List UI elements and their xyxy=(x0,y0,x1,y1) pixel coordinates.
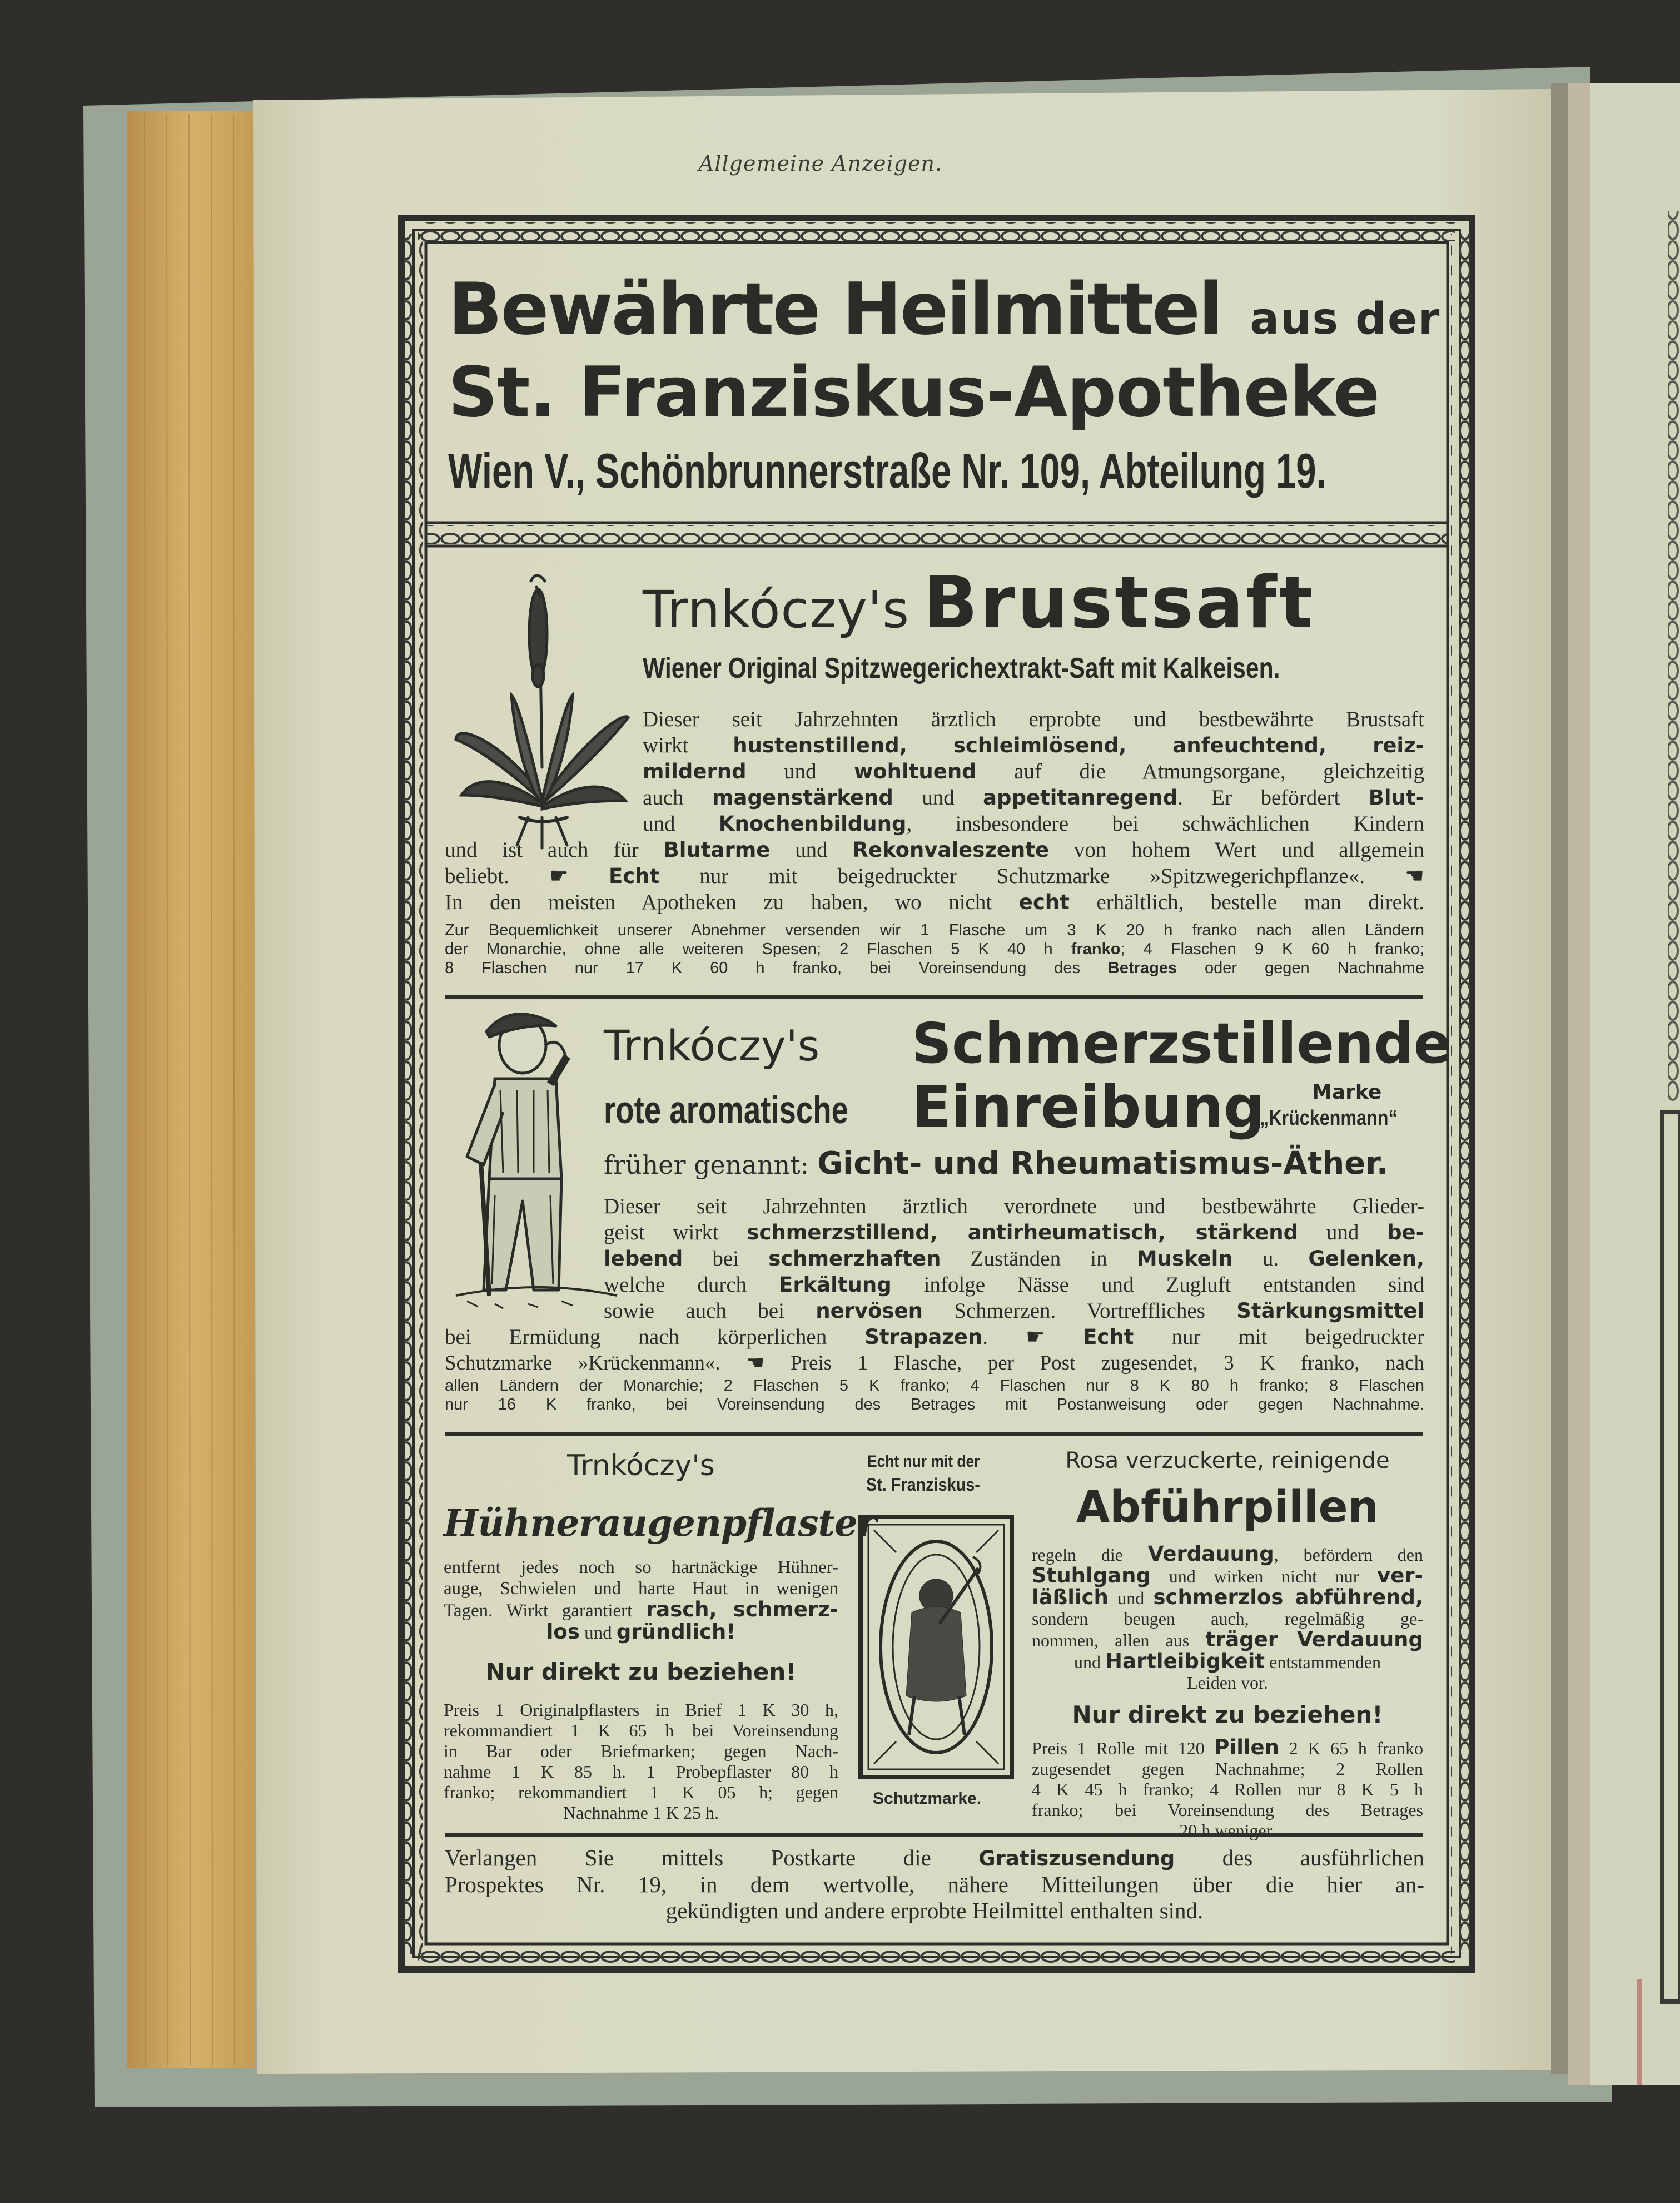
pillen-body xyxy=(1032,1544,1423,1693)
brustsaft-small-3 xyxy=(445,959,1424,978)
einreibung-line-5 xyxy=(604,1298,1424,1324)
pflaster-price-5 xyxy=(444,1782,838,1803)
einreibung-line-1 xyxy=(604,1193,1424,1219)
pflaster-price-3-text: in Bar oder Briefmarken; gegen Nach- xyxy=(444,1741,838,1761)
emphasis: Knochenbildung xyxy=(718,812,907,836)
einreibung-line-5-text: sowie auch bei nervösen Schmerzen. Vortreffliches Stärkungsmittel xyxy=(604,1299,1424,1323)
pflaster-body-3-text: Tagen. Wirkt garantiert rasch, schmerz- xyxy=(444,1597,838,1621)
pflaster-direct: Nur direkt zu beziehen! xyxy=(485,1658,797,1685)
pillen-body-3-text: läßlich und schmerzlos abführend, xyxy=(1032,1585,1423,1609)
einreibung-small-2-text: nur 16 K franko, bei Voreinsendung des Betrages mit Postanweisung oder gegen Nachnahme. xyxy=(445,1396,1424,1413)
emphasis: Blut- xyxy=(1368,786,1425,810)
brustsaft-small-2-text: der Monarchie, ohne alle weiteren Spesen; 2 Flaschen 5 K 40 h franko; 4 Flaschen 9 K 60 h franko; xyxy=(445,940,1424,958)
footer-line-3-text: gekündigten und andere erprobte Heilmittel enthalten sind. xyxy=(665,1898,1204,1923)
pillen-title: Abführpillen xyxy=(1076,1482,1379,1532)
pflaster-price-4 xyxy=(444,1762,838,1782)
brustsaft-small-2 xyxy=(445,940,1424,959)
einreibung-body xyxy=(445,1193,1424,1414)
brustsaft-line-8 xyxy=(445,889,1424,915)
brustsaft-line-6 xyxy=(445,837,1424,863)
einreibung-marke-1: Marke xyxy=(1312,1081,1382,1104)
pflaster-body-1 xyxy=(444,1557,838,1578)
emphasis: magenstärkend xyxy=(712,786,893,810)
brustsaft-small-3-text: 8 Flaschen nur 17 K 60 h franko, bei Voreinsendung des Betrages oder gegen Nachnahme xyxy=(445,959,1424,977)
brustsaft-line-7 xyxy=(445,863,1424,889)
pillen-body-5-text: nommen, allen aus träger Verdauung xyxy=(1032,1628,1423,1651)
pillen-body-7 xyxy=(1032,1673,1423,1693)
header-line-2: St. Franziskus-Apotheke xyxy=(448,353,1380,433)
pillen-price-5-text: 20 h weniger. xyxy=(1179,1820,1276,1840)
emphasis: be- xyxy=(1387,1220,1424,1244)
pillen-body-1 xyxy=(1032,1544,1423,1565)
brustsaft-line-3 xyxy=(643,758,1424,785)
pflaster-price-1-text: Preis 1 Originalpflasters in Brief 1 K 30 h, xyxy=(444,1700,838,1720)
einreibung-line-7-text: Schutzmarke »Krückenmann«. ☚ Preis 1 Flasche, per Post zugesendet, 3 K franko, nach xyxy=(445,1352,1424,1375)
einreibung-line-3 xyxy=(604,1246,1424,1272)
emphasis: ver- xyxy=(1377,1564,1423,1587)
pillen-price-5 xyxy=(1032,1820,1423,1841)
pflaster-title: Hühneraugenpflaster xyxy=(444,1501,876,1545)
einreibung-line-6-text: bei Ermüdung nach körperlichen Strapazen. ☛ Echt nur mit beigedruckter xyxy=(445,1325,1424,1349)
footer-line-1 xyxy=(445,1845,1424,1872)
brustsaft-line-4-text: auch magenstärkend und appetitanregend. Er befördert Blut- xyxy=(643,786,1425,810)
brustsaft-line-1-text: Dieser seit Jahrzehnten ärztlich erprobte und bestbewährte Brustsaft xyxy=(643,707,1424,731)
pflaster-body xyxy=(444,1557,838,1644)
emphasis: echt xyxy=(1018,890,1070,914)
einreibung-title-1: Schmerzstillende xyxy=(912,1011,1452,1076)
emphasis: Muskeln xyxy=(1136,1247,1233,1271)
emphasis: Blutarme xyxy=(663,838,771,862)
pillen-price-3 xyxy=(1032,1779,1423,1800)
brustsaft-line-2 xyxy=(643,732,1424,758)
pflaster-body-2 xyxy=(444,1578,838,1599)
pflaster-body-4 xyxy=(444,1621,838,1644)
emphasis: hustenstillend, schleimlösend, anfeuchtend, reiz- xyxy=(733,733,1424,757)
pflaster-price-1 xyxy=(444,1700,838,1720)
einreibung-former xyxy=(604,1145,1388,1182)
pflaster-price-4-text: nahme 1 K 85 h. 1 Probepflaster 80 h xyxy=(444,1762,838,1782)
brustsaft-line-8-text: In den meisten Apotheken zu haben, wo nicht echt erhältlich, bestelle man direkt. xyxy=(445,890,1424,914)
emphasis: lebend xyxy=(604,1247,683,1271)
pillen-body-4 xyxy=(1032,1609,1423,1629)
brustsaft-subtitle: Wiener Original Spitzwegerichextrakt-Saft mit Kalkeisen. xyxy=(643,652,1280,684)
emphasis: Pillen xyxy=(1214,1735,1279,1759)
footer-block xyxy=(445,1845,1424,1924)
emphasis: Erkältung xyxy=(779,1273,892,1297)
pillen-body-4-text: sondern beugen auch, regelmäßig ge- xyxy=(1032,1609,1423,1629)
pillen-prices xyxy=(1032,1737,1423,1841)
brustsaft-title: Brustsaft xyxy=(923,562,1315,644)
einreibung-small-1-text: allen Ländern der Monarchie; 2 Flaschen 5 K franko; 4 Flaschen nur 8 K 80 h franko; 8 Flaschen xyxy=(445,1377,1424,1395)
emphasis: schmerzhaften xyxy=(768,1247,941,1271)
einreibung-line-4 xyxy=(604,1272,1424,1298)
emphasis: Stärkungsmittel xyxy=(1236,1299,1424,1323)
brustsaft-small-1-text: Zur Bequemlichkeit unserer Abnehmer versenden wir 1 Flasche um 3 K 20 h franko nach allen Ländern xyxy=(445,921,1424,939)
header-title-main: Bewährte Heilmittel xyxy=(448,268,1221,351)
pillen-body-5 xyxy=(1032,1629,1423,1651)
pflaster-price-6 xyxy=(444,1803,838,1823)
pillen-pre: Rosa verzuckerte, reinigende xyxy=(1065,1448,1390,1473)
pflaster-body-1-text: entfernt jedes noch so hartnäckige Hühner- xyxy=(444,1557,838,1577)
einreibung-sub-left: rote aromatische xyxy=(604,1088,849,1132)
emphasis: Echt xyxy=(1083,1325,1134,1349)
emphasis: Gratiszusendung xyxy=(978,1847,1175,1870)
brustsaft-line-4 xyxy=(643,785,1424,811)
footer-line-3 xyxy=(445,1898,1424,1924)
pillen-body-6 xyxy=(1032,1651,1423,1673)
pflaster-price-2-text: rekommandiert 1 K 65 h bei Voreinsendung xyxy=(444,1720,838,1740)
pillen-price-4 xyxy=(1032,1800,1423,1820)
pillen-price-1-text: Preis 1 Rolle mit 120 Pillen 2 K 65 h franko xyxy=(1032,1735,1424,1759)
pillen-body-3 xyxy=(1032,1587,1423,1609)
brustsaft-line-6-text: und ist auch für Blutarme und Rekonvaleszente von hohem Wert und allgemein xyxy=(445,838,1424,862)
stamp-caption-bottom: Schutzmarke. xyxy=(873,1789,982,1808)
brustsaft-line-2-text: wirkt hustenstillend, schleimlösend, anfeuchtend, reiz- xyxy=(643,733,1424,757)
einreibung-line-3-text: lebend bei schmerzhaften Zuständen in Muskeln u. Gelenken, xyxy=(604,1247,1424,1271)
einreibung-line-1-text: Dieser seit Jahrzehnten ärztlich verordnete und bestbewährte Glieder- xyxy=(604,1194,1424,1218)
brustsaft-line-1 xyxy=(643,706,1424,732)
einreibung-title-2: Einreibung xyxy=(912,1073,1265,1141)
emphasis: appetitanregend xyxy=(983,786,1178,810)
brustsaft-body xyxy=(445,706,1424,978)
footer-line-2-text: Prospektes Nr. 19, in dem wertvolle, nähere Mitteilungen über die hier an- xyxy=(445,1872,1424,1897)
brustsaft-line-3-text: mildernd und wohltuend auf die Atmungsorgane, gleichzeitig xyxy=(643,760,1425,783)
einreibung-small-2 xyxy=(445,1395,1424,1414)
emphasis: Rekonvaleszente xyxy=(852,838,1050,862)
emphasis: schmerzstillend, antirheumatisch, stärkend xyxy=(747,1220,1299,1244)
footer-line-2 xyxy=(445,1872,1424,1898)
einreibung-line-6 xyxy=(445,1324,1424,1350)
pflaster-brand: Trnkóczy's xyxy=(567,1449,715,1482)
pflaster-price-6-text: Nachnahme 1 K 25 h. xyxy=(563,1803,719,1823)
stamp-caption-top-2: St. Franziskus- xyxy=(866,1475,980,1495)
pflaster-price-5-text: franko; rekommandiert 1 K 05 h; gegen xyxy=(444,1782,838,1802)
pillen-body-7-text: Leiden vor. xyxy=(1187,1673,1268,1693)
pillen-price-2 xyxy=(1032,1759,1423,1779)
emphasis: mildernd xyxy=(643,760,747,783)
emphasis: schmerzlos abführend, xyxy=(1153,1585,1423,1609)
brustsaft-small-1 xyxy=(445,921,1424,940)
footer-line-1-text: Verlangen Sie mittels Postkarte die Gratiszusendung des ausführlichen xyxy=(445,1845,1424,1870)
einreibung-former-label: früher genannt: xyxy=(604,1150,809,1180)
brustsaft-heading xyxy=(643,562,1315,644)
pillen-direct: Nur direkt zu beziehen! xyxy=(1072,1701,1383,1728)
emphasis: wohltuend xyxy=(854,760,977,783)
pflaster-price-3 xyxy=(444,1741,838,1762)
emphasis: läßlich xyxy=(1032,1585,1109,1609)
brustsaft-line-5 xyxy=(643,811,1424,837)
einreibung-line-7 xyxy=(445,1350,1424,1376)
einreibung-line-2 xyxy=(604,1219,1424,1246)
stamp-caption-top-1: Echt nur mit der xyxy=(867,1452,980,1471)
pillen-price-2-text: zugesendet gegen Nachnahme; 2 Rollen xyxy=(1032,1759,1423,1779)
running-head: Allgemeine Anzeigen. xyxy=(698,151,943,176)
pillen-price-3-text: 4 K 45 h franko; 4 Rollen nur 8 K 5 h xyxy=(1032,1779,1423,1799)
emphasis: Echt xyxy=(608,864,660,888)
einreibung-line-4-text: welche durch Erkältung infolge Nässe und Zugluft entstanden sind xyxy=(604,1273,1424,1297)
emphasis: franko xyxy=(1071,940,1121,958)
pflaster-price-2 xyxy=(444,1720,838,1741)
einreibung-line-2-text: geist wirkt schmerzstillend, antirheumatisch, stärkend und be- xyxy=(604,1220,1424,1244)
einreibung-former-name: Gicht- und Rheumatismus-Äther. xyxy=(817,1145,1389,1182)
header-address: Wien V., Schönbrunnerstraße Nr. 109, Abteilung 19. xyxy=(448,443,1326,498)
emphasis: Gelenken, xyxy=(1308,1247,1424,1271)
pflaster-body-3 xyxy=(444,1599,838,1621)
pflaster-prices xyxy=(444,1700,838,1823)
pillen-body-6-text: und Hartleibigkeit entstammenden xyxy=(1074,1649,1381,1673)
pillen-column xyxy=(1032,1446,1423,1841)
pflaster-body-4-text: los und gründlich! xyxy=(546,1620,736,1644)
pillen-body-2-text: Stuhlgang und wirken nicht nur ver- xyxy=(1032,1564,1423,1587)
pflaster-body-2-text: auge, Schwielen und harte Haut in wenigen xyxy=(444,1579,838,1599)
brustsaft-line-5-text: und Knochenbildung, insbesondere bei schwächlichen Kindern xyxy=(643,812,1424,836)
brustsaft-brand: Trnkóczy's xyxy=(643,580,910,639)
pillen-body-1-text: regeln die Verdauung, befördern den xyxy=(1032,1542,1424,1566)
brustsaft-line-7-text: beliebt. ☛ Echt nur mit beigedruckter Schutzmarke »Spitzwegerichpflanze«. ☚ xyxy=(445,864,1424,888)
emphasis: gründlich! xyxy=(616,1620,736,1644)
emphasis: Betrages xyxy=(1107,959,1177,977)
einreibung-small-1 xyxy=(445,1376,1424,1395)
emphasis: rasch, schmerz- xyxy=(646,1597,838,1621)
emphasis: los xyxy=(546,1620,580,1644)
einreibung-brand: Trnkóczy's xyxy=(604,1021,820,1070)
pflaster-column xyxy=(444,1446,876,1823)
header-title-suffix: aus der xyxy=(1250,294,1441,344)
header-line-1 xyxy=(448,268,1440,351)
pillen-price-1 xyxy=(1032,1737,1423,1759)
emphasis: träger Verdauung xyxy=(1205,1628,1423,1651)
pillen-price-4-text: franko; bei Voreinsendung des Betrages xyxy=(1032,1800,1423,1820)
emphasis: nervösen xyxy=(816,1299,923,1323)
emphasis: Strapazen xyxy=(864,1325,983,1349)
emphasis: Verdauung xyxy=(1147,1542,1274,1566)
emphasis: Stuhlgang xyxy=(1032,1564,1151,1587)
emphasis: Hartleibigkeit xyxy=(1105,1649,1265,1673)
einreibung-marke-2: „Krückenmann“ xyxy=(1260,1107,1398,1130)
pillen-body-2 xyxy=(1032,1565,1423,1587)
